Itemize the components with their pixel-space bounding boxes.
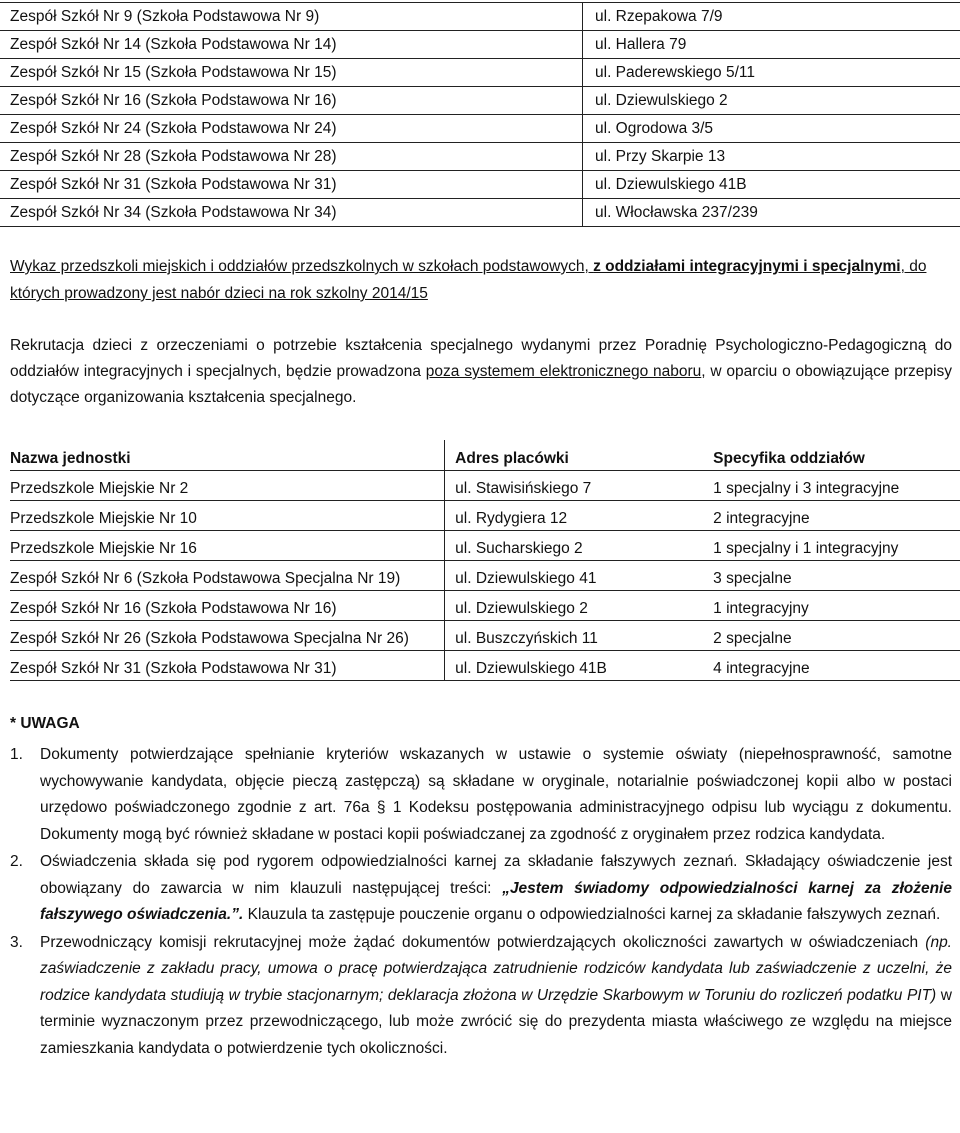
school-address: ul. Ogrodowa 3/5	[583, 115, 960, 143]
list-heading	[10, 253, 952, 307]
paragraph-part1: Rekrutacja dzieci z orzeczeniami o potrzebie kształcenia specjalnego wydanymi przez Poradnię Psychologiczno-Pedagogiczną do oddziałów integracyjnych i specjalnych, będzie prowadzona	[10, 337, 952, 380]
header-specifics: Specyfika oddziałów	[703, 440, 960, 471]
unit-specifics: 2 specjalne	[703, 621, 960, 651]
units-table	[10, 440, 960, 681]
table-row	[10, 501, 960, 531]
school-name: Zespół Szkół Nr 15 (Szkoła Podstawowa Nr 15)	[0, 59, 583, 87]
unit-address: ul. Sucharskiego 2	[445, 531, 703, 561]
table-row	[10, 471, 960, 501]
note-3-part1: Przewodniczący komisji rekrutacyjnej może żądać dokumentów potwierdzających okoliczności zawartych w oświadczeniach	[40, 933, 926, 951]
school-name: Zespół Szkół Nr 16 (Szkoła Podstawowa Nr 16)	[0, 87, 583, 115]
school-name: Zespół Szkół Nr 34 (Szkoła Podstawowa Nr 34)	[0, 199, 583, 227]
schools-table-body	[0, 3, 960, 227]
note-2	[10, 849, 952, 929]
units-table-header	[10, 440, 960, 471]
table-row	[10, 591, 960, 621]
unit-address: ul. Dziewulskiego 2	[445, 591, 703, 621]
note-2-number: 2.	[10, 853, 23, 870]
note-3-part3: w terminie wyznaczonym przez przewodniczącego, lub może zwrócić się do prezydenta miasta właściwego ze względu na miejsce zamieszkania kandydata o potwierdzenie tych okoliczności.	[40, 986, 952, 1057]
unit-specifics: 1 specjalny i 3 integracyjne	[703, 471, 960, 501]
unit-name: Zespół Szkół Nr 6 (Szkoła Podstawowa Specjalna Nr 19)	[10, 561, 445, 591]
table-row	[0, 31, 960, 59]
school-address: ul. Paderewskiego 5/11	[583, 59, 960, 87]
table-row	[0, 59, 960, 87]
paragraph-part3: , w oparciu o obowiązujące przepisy dotyczące organizowania kształcenia specjalnego.	[10, 363, 952, 406]
school-address: ul. Dziewulskiego 41B	[583, 171, 960, 199]
note-3-number: 3.	[10, 933, 23, 951]
unit-name: Zespół Szkół Nr 31 (Szkoła Podstawowa Nr 31)	[10, 651, 445, 681]
notes-list	[10, 742, 952, 1063]
note-3	[10, 930, 952, 1063]
unit-name: Zespół Szkół Nr 16 (Szkoła Podstawowa Nr 16)	[10, 591, 445, 621]
note-3-examples: (np. zaświadczenie z zakładu pracy, umowa o pracę potwierdzająca zatrudnienie rodziców kandydata lub zaświadczenie z uczelni, że rodzice kandydata studiują w trybie stacjonarnym; deklaracja złożona w Urzędzie Skarbowym w Toruniu do rozliczeń podatku PIT)	[40, 933, 952, 1004]
school-address: ul. Hallera 79	[583, 31, 960, 59]
unit-name: Zespół Szkół Nr 26 (Szkoła Podstawowa Specjalna Nr 26)	[10, 621, 445, 651]
heading-part1: Wykaz przedszkoli miejskich i oddziałów przedszkolnych w szkołach podstawowych,	[10, 258, 594, 275]
school-name: Zespół Szkół Nr 14 (Szkoła Podstawowa Nr 14)	[0, 31, 583, 59]
unit-name: Przedszkole Miejskie Nr 10	[10, 501, 445, 531]
recruitment-paragraph	[10, 333, 952, 411]
header-address: Adres placówki	[445, 440, 703, 471]
unit-address: ul. Stawisińskiego 7	[445, 471, 703, 501]
unit-specifics: 1 specjalny i 1 integracyjny	[703, 531, 960, 561]
uwaga-title: * UWAGA	[10, 715, 80, 732]
unit-specifics: 3 specjalne	[703, 561, 960, 591]
table-row	[10, 621, 960, 651]
unit-address: ul. Rydygiera 12	[445, 501, 703, 531]
table-row	[0, 3, 960, 31]
table-row	[10, 561, 960, 591]
unit-name: Przedszkole Miejskie Nr 16	[10, 531, 445, 561]
units-table-body	[10, 471, 960, 681]
school-name: Zespół Szkół Nr 9 (Szkoła Podstawowa Nr 9)	[0, 3, 583, 31]
table-row	[0, 199, 960, 227]
heading-part2: z oddziałami integracyjnymi i specjalnymi	[593, 258, 901, 275]
unit-address: ul. Dziewulskiego 41B	[445, 651, 703, 681]
note-2-part1: Oświadczenia składa się pod rygorem odpowiedzialności karnej za składanie fałszywych zeznań. Składający oświadczenie jest obowiązany do zawarcia w nim klauzuli następującej treści:	[40, 853, 952, 897]
header-unit-name: Nazwa jednostki	[10, 440, 445, 471]
note-1-number: 1.	[10, 746, 23, 763]
note-1-text: Dokumenty potwierdzające spełnianie kryteriów wskazanych w ustawie o systemie oświaty (niepełnosprawność, samotne wychowywanie kandydata, objęcie pieczą zastępczą) są składane w oryginale, notarialnie poświadczonej kopii albo w postaci urzędowo poświadczonego zgodnie z art. 76a § 1 Kodeksu postępowania administracyjnego odpisu lub wyciągu z dokumentu. Dokumenty mogą być również składane w postaci kopii poświadczanej za zgodność z oryginałem przez rodzica kandydata.	[40, 746, 952, 843]
note-2-part3: Klauzula ta zastępuje pouczenie organu o odpowiedzialności karnej za składanie fałszywych zeznań.	[243, 906, 941, 923]
table-row	[10, 531, 960, 561]
paragraph-part2: poza systemem elektronicznego naboru	[425, 363, 702, 380]
school-address: ul. Rzepakowa 7/9	[583, 3, 960, 31]
table-row	[10, 651, 960, 681]
table-row	[0, 115, 960, 143]
table-row	[0, 171, 960, 199]
note-2-clause: „Jestem świadomy odpowiedzialności karnej za złożenie fałszywego oświadczenia.”.	[40, 879, 952, 923]
school-address: ul. Przy Skarpie 13	[583, 143, 960, 171]
unit-specifics: 2 integracyjne	[703, 501, 960, 531]
school-address: ul. Włocławska 237/239	[583, 199, 960, 227]
heading-part3: , do których prowadzony jest nabór dzieci na rok szkolny 2014/15	[10, 258, 927, 302]
schools-table	[0, 2, 960, 227]
note-1	[10, 742, 952, 848]
unit-address: ul. Buszczyńskich 11	[445, 621, 703, 651]
school-address: ul. Dziewulskiego 2	[583, 87, 960, 115]
table-row	[0, 143, 960, 171]
unit-address: ul. Dziewulskiego 41	[445, 561, 703, 591]
unit-name: Przedszkole Miejskie Nr 2	[10, 471, 445, 501]
unit-specifics: 4 integracyjne	[703, 651, 960, 681]
school-name: Zespół Szkół Nr 28 (Szkoła Podstawowa Nr 28)	[0, 143, 583, 171]
school-name: Zespół Szkół Nr 24 (Szkoła Podstawowa Nr 24)	[0, 115, 583, 143]
table-row	[0, 87, 960, 115]
school-name: Zespół Szkół Nr 31 (Szkoła Podstawowa Nr 31)	[0, 171, 583, 199]
unit-specifics: 1 integracyjny	[703, 591, 960, 621]
